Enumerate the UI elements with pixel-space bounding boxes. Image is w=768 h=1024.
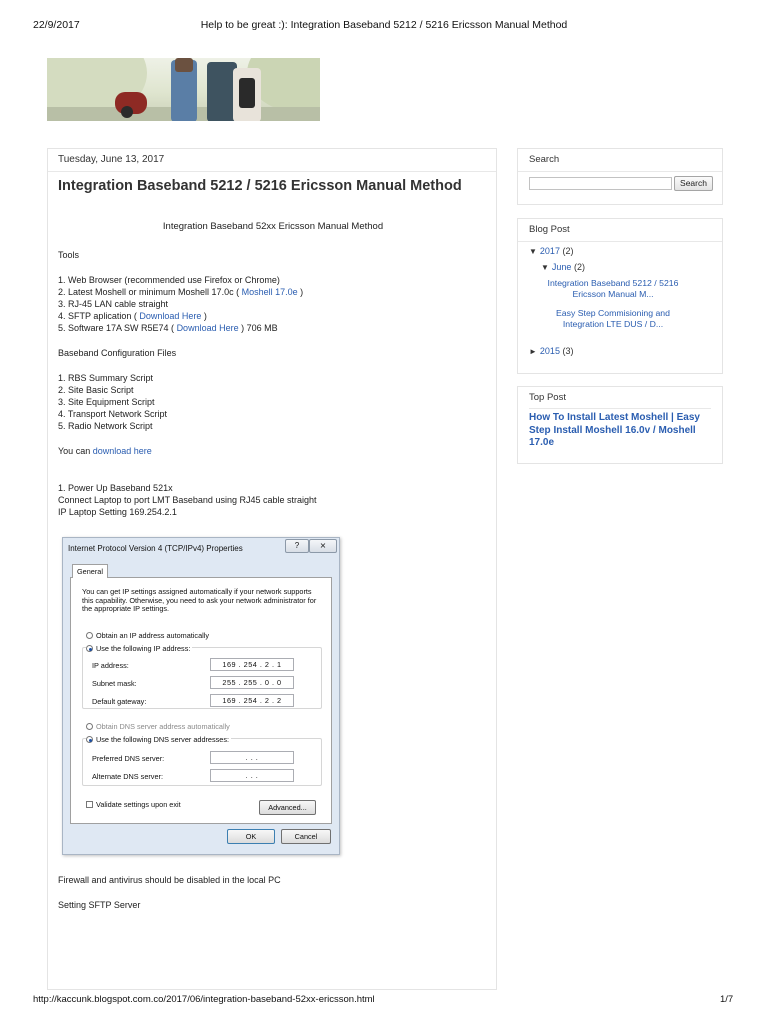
tools-item: 2. Latest Moshell or minimum Moshell 17.0c ( Moshell 17.0e ) — [58, 287, 304, 297]
alternate-dns-input[interactable]: . . . — [210, 769, 294, 782]
download-line: You can download here — [58, 446, 152, 456]
print-url: http://kaccunk.blogspot.com.co/2017/06/integration-baseband-52xx-ericsson.html — [33, 994, 375, 1005]
collapse-arrow-icon[interactable]: ▼ — [541, 263, 549, 272]
ok-button[interactable]: OK — [227, 829, 275, 844]
use-following-dns-radio[interactable]: Use the following DNS server addresses: — [86, 735, 231, 744]
radio-selected-icon — [86, 736, 93, 743]
config-heading: Baseband Configuration Files — [58, 348, 177, 358]
preferred-dns-label: Preferred DNS server: — [92, 754, 165, 763]
post-title[interactable]: Integration Baseband 5212 / 5216 Ericsson Manual Method — [58, 178, 462, 194]
use-following-ip-radio[interactable]: Use the following IP address: — [86, 644, 192, 653]
close-icon[interactable]: ⨯ — [309, 539, 337, 553]
config-item: 2. Site Basic Script — [58, 385, 134, 395]
print-header — [0, 0, 768, 40]
post-date: Tuesday, June 13, 2017 — [48, 149, 496, 172]
collapse-arrow-icon[interactable]: ▼ — [529, 247, 537, 256]
step-1: 1. Power Up Baseband 521x — [58, 483, 173, 493]
alternate-dns-label: Alternate DNS server: — [92, 772, 163, 781]
ip-address-input[interactable]: 169 . 254 . 2 . 1 — [210, 658, 294, 671]
validate-settings-checkbox[interactable]: Validate settings upon exit — [86, 800, 181, 809]
archive-month-june[interactable]: ▼ June (2) — [541, 262, 585, 272]
obtain-ip-auto-radio[interactable]: Obtain an IP address automatically — [86, 631, 209, 640]
config-item: 5. Radio Network Script — [58, 421, 153, 431]
tools-item: 4. SFTP aplication ( Download Here ) — [58, 311, 207, 321]
moshell-link[interactable]: Moshell 17.0e — [241, 287, 298, 297]
ipv4-properties-dialog — [62, 537, 340, 855]
dialog-description: You can get IP settings assigned automatically if your network supports this capability. Otherwise, you need to ask your network administrator for the appropriate IP settings. — [82, 587, 317, 613]
config-download-link[interactable]: download here — [92, 446, 152, 456]
sftp-heading: Setting SFTP Server — [58, 900, 141, 910]
sftp-download-link[interactable]: Download Here — [139, 311, 202, 321]
print-page-title: Help to be great :): Integration Baseband 5212 / 5216 Ericsson Manual Method — [200, 19, 568, 31]
checkbox-icon — [86, 801, 93, 808]
default-gateway-input[interactable]: 169 . 254 . 2 . 2 — [210, 694, 294, 707]
top-post-title: Top Post — [529, 392, 566, 403]
preferred-dns-input[interactable]: . . . — [210, 751, 294, 764]
step-1-ip: IP Laptop Setting 169.254.2.1 — [58, 507, 177, 517]
top-post-widget — [517, 386, 723, 464]
config-item: 4. Transport Network Script — [58, 409, 168, 419]
post-subtitle: Integration Baseband 52xx Ericsson Manual Method — [162, 221, 384, 232]
search-button[interactable]: Search — [674, 176, 713, 191]
dialog-title: Internet Protocol Version 4 (TCP/IPv4) Properties — [68, 544, 243, 553]
search-widget — [517, 148, 723, 205]
expand-arrow-icon[interactable]: ► — [529, 347, 537, 356]
radio-selected-icon — [86, 645, 93, 652]
subnet-mask-input[interactable]: 255 . 255 . 0 . 0 — [210, 676, 294, 689]
print-footer — [0, 990, 768, 1024]
cancel-button[interactable]: Cancel — [281, 829, 331, 844]
radio-icon — [86, 632, 93, 639]
search-widget-title: Search — [529, 154, 560, 165]
archive-post-link[interactable]: Integration Baseband 5212 / 5216 Ericsson Manual M... — [547, 278, 679, 299]
tools-item: 3. RJ-45 LAN cable straight — [58, 299, 169, 309]
subnet-mask-label: Subnet mask: — [92, 679, 137, 688]
tab-general[interactable]: General — [72, 564, 108, 578]
tools-item: 1. Web Browser (recommended use Firefox or Chrome) — [58, 275, 280, 285]
blog-archive-title: Blog Post — [529, 224, 570, 235]
config-item: 3. Site Equipment Script — [58, 397, 155, 407]
config-item: 1. RBS Summary Script — [58, 373, 154, 383]
blog-header-image — [47, 58, 320, 121]
advanced-button[interactable]: Advanced... — [259, 800, 316, 815]
ip-address-label: IP address: — [92, 661, 129, 670]
tools-heading: Tools — [58, 250, 80, 260]
default-gateway-label: Default gateway: — [92, 697, 147, 706]
archive-year-2017[interactable]: ▼ 2017 (2) — [529, 246, 574, 256]
print-page-number: 1/7 — [720, 994, 734, 1005]
print-date: 22/9/2017 — [33, 19, 80, 31]
archive-post-link[interactable]: Easy Step Commisioning and Integration LTE DUS / D... — [556, 308, 670, 329]
search-input[interactable] — [529, 177, 672, 190]
general-panel — [70, 577, 332, 824]
step-1-connect: Connect Laptop to port LMT Baseband using RJ45 cable straight — [58, 495, 317, 505]
software-download-link[interactable]: Download Here — [176, 323, 239, 333]
obtain-dns-auto-radio[interactable]: Obtain DNS server address automatically — [86, 722, 230, 731]
radio-icon — [86, 723, 93, 730]
archive-year-2015[interactable]: ► 2015 (3) — [529, 346, 574, 356]
top-post-link[interactable]: How To Install Latest Moshell | Easy Step Install Moshell 16.0v / Moshell 17.0e — [529, 412, 700, 448]
tools-item: 5. Software 17A SW R5E74 ( Download Here ) 706 MB — [58, 323, 278, 333]
firewall-note: Firewall and antivirus should be disabled in the local PC — [58, 875, 281, 885]
help-button[interactable]: ? — [285, 539, 309, 553]
blog-archive-widget — [517, 218, 723, 374]
